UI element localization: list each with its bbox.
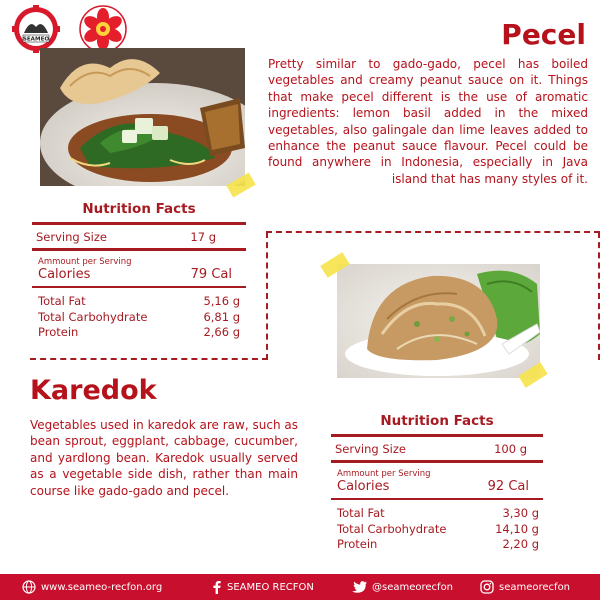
calories-label: Calories [38,267,91,282]
nutrient-list [32,288,246,341]
facebook-link[interactable]: SEAMEO RECFON [227,581,314,593]
serving-size-row [331,437,543,458]
calories-label: Calories [337,479,390,494]
amount-per-serving: Ammount per Serving [38,257,132,267]
serving-size-label: Serving Size [36,230,107,244]
instagram-icon [480,580,494,594]
website-link[interactable]: www.seameo-recfon.org [41,581,163,593]
nutrient-label: Protein [337,537,378,551]
karedok-title: Karedok [30,375,157,406]
nutrient-value: 14,10 g [495,521,539,536]
pecel-photo [40,48,245,186]
nutrient-label: Total Carbohydrate [38,309,148,324]
pecel-nutrition-facts [32,201,246,341]
nutrition-title: Nutrition Facts [380,413,494,429]
nutrient-row [38,310,240,326]
calories-row [331,479,543,494]
nutrient-value: 6,81 g [203,309,240,324]
globe-icon [22,580,36,594]
nutrient-label: Protein [38,325,79,339]
dashed-frame-line [266,231,600,233]
nutrient-value: 2,20 g [502,537,539,551]
karedok-photo [337,264,540,378]
nutrition-title: Nutrition Facts [82,201,196,217]
footer-bar [0,574,600,600]
serving-size-row [32,225,246,246]
serving-size-label: Serving Size [335,442,406,456]
footer-website[interactable] [22,574,162,600]
nutrient-row [337,537,539,553]
calories-row [32,267,246,282]
nutrient-row [337,506,539,522]
karedok-description [30,417,298,499]
karedok-nutrition-facts [331,413,543,553]
amount-per-serving: Ammount per Serving [337,469,431,479]
footer-facebook[interactable] [212,574,314,600]
pecel-description [268,56,588,187]
facebook-icon [212,580,222,594]
nutrient-value: 3,30 g [502,506,539,520]
seameo-logo-text: SEAMEO [22,36,50,43]
instagram-link[interactable]: seameorecfon [499,581,571,593]
serving-size-value: 17 g [190,230,216,244]
calories-value: 92 Cal [487,479,529,494]
nutrient-label: Total Carbohydrate [337,521,447,536]
pecel-description-text: Pretty similar to gado-gado, pecel has boiled vegetables and creamy peanut sauce on it. Things that make pecel different is the use of aromatic ingredients: lemon basil added in the mixed vegetables, also galingale dan lime leaves added to enhance the peanut sauce flavour. Pecel could be found anywhere in Indonesia, especially in Java island that has many styles of it. [268,57,588,186]
nutrient-row [337,522,539,538]
nutrient-value: 5,16 g [203,294,240,308]
nutrient-row [38,294,240,310]
calories-value: 79 Cal [190,267,232,282]
serving-size-value: 100 g [494,442,527,456]
dashed-frame-line [30,358,268,360]
karedok-description-text: Vegetables used in karedok are raw, such as bean sprout, eggplant, cabbage, cucumber, and yardlong bean. Karedok usually served as a vegetable side dish, rather than main course like gado-gado and pecel. [30,418,298,498]
footer-instagram[interactable] [480,574,570,600]
pecel-title: Pecel [501,18,586,51]
seameo-logo [12,5,60,53]
nutrient-label: Total Fat [337,506,385,520]
twitter-link[interactable]: @seameorecfon [372,581,454,593]
nutrient-label: Total Fat [38,294,86,308]
nutrient-row [38,325,240,341]
nutrient-list [331,500,543,553]
footer-twitter[interactable] [352,574,453,600]
nutrient-value: 2,66 g [203,325,240,339]
twitter-icon [352,581,367,594]
dashed-frame-line [266,232,268,360]
